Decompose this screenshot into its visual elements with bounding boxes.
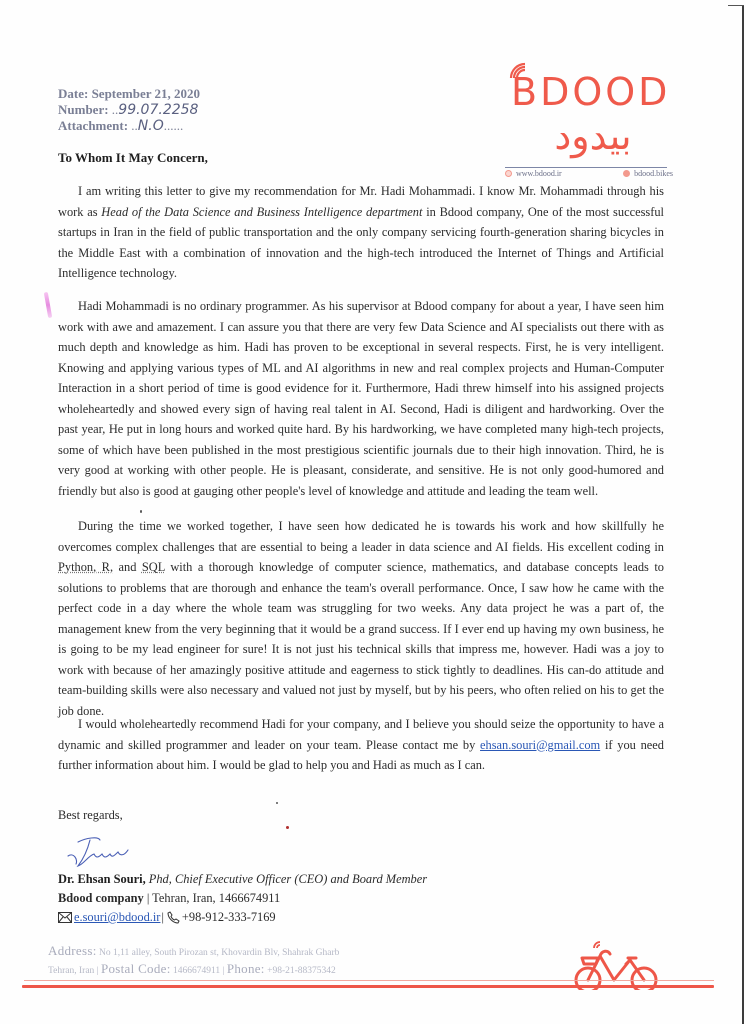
bdood-logo — [505, 58, 697, 184]
logo-latin-text: BDOOD — [511, 70, 671, 114]
p4-text-a: I would wholeheartedly recommend Hadi for your company, and I believe you should seize the opportunity to have a dynamic and skilled programmer and leader on your team. Please contact me by — [58, 717, 664, 752]
letter-meta — [58, 86, 200, 134]
footer-line-2 — [48, 961, 339, 979]
p3-text-b: with a thorough knowledge of computer science, mathematics, and database concepts leads to solutions to problems that are thorough and enhance the team's overall performance. Once, I saw how he came with the perfect code in a day where the whole team was struggling for two weeks. Any data project he was a part of, the management knew from the very beginning that it would be a grand success. If I ever end up having my own business, he is going to be my lead engineer for sure! It is not just his technical skills that impress me, however. Hadi was a joy to work with because of her amazingly positive attitude and eagerness to stick tightly to deadlines. His can-do attitude and team-building skills were also necessary and valued not just by myself, but by his peers, who often relied on his to get the job done. — [58, 560, 664, 718]
company-name: Bdood company — [58, 891, 144, 905]
social-text: bdood.bikes — [634, 169, 673, 178]
date-label: Date: — [58, 86, 89, 101]
address-value: No 1,11 alley, South Pirozan st, Khovardin Blv, Shahrak Gharb — [96, 948, 340, 958]
signatory-name-bold: Dr. Ehsan Souri, — [58, 872, 146, 886]
footer-address-block — [48, 943, 339, 979]
attachment-dots-pre: .. — [131, 118, 138, 133]
postal-label: Postal Code: — [100, 961, 171, 976]
envelope-icon — [58, 912, 72, 923]
scan-edge-right — [742, 6, 744, 1024]
paragraph-1 — [58, 181, 664, 284]
bicycle-icon — [568, 940, 666, 990]
address-label: Address: — [48, 943, 97, 958]
salutation: To Whom It May Concern, — [58, 150, 208, 165]
date-value: September 21, 2020 — [91, 86, 201, 101]
social-link[interactable] — [623, 169, 673, 178]
paragraph-2: Hadi Mohammadi is no ordinary programmer. As his supervisor at Bdood company for about a year, I have seen him work with awe and amazement. I can assure you that there are very few Data Science and AI specialists out there with as much depth and knowledge as him. Hadi has proven to be exceptional in several respects. First, he is very intelligent. Knowing and applying various types of ML and AI algorithms in new and real complex projects and Human-Computer Interaction in a short period of time is good evidence for it. Furthermore, Hadi threw himself into his assigned projects wholeheartedly and showed every sign of having real talent in AI. Second, Hadi is diligent and hardworking. Over the past year, He put in long hours and worked quite hard. By his hardworking, we have completed many high-tech projects, some of which have been published in the most prestigious scientific journals due to their high innovation. Third, he is very good at working with other people. He is pleasant, considerate, and sensitive. He is not only good-humored and friendly but also is good at gauging other people's level of knowledge and attitude and leading the team well. — [58, 299, 664, 498]
signatory-company — [58, 891, 280, 906]
attachment-label: Attachment: — [58, 118, 129, 133]
footer-rule-thick — [22, 985, 714, 988]
phone-label: Phone: — [226, 961, 265, 976]
postal-value: 1466674911 | — [170, 966, 227, 976]
ink-speck — [140, 510, 142, 513]
handwritten-signature — [64, 834, 144, 870]
number-row — [58, 102, 200, 118]
p3-languages-a: Python, R, — [58, 560, 114, 574]
p4-text-b: if you need further information about him. I would be glad to help you and Hadi as much as I can. — [58, 737, 664, 772]
signatory-name — [58, 872, 427, 887]
signatory-contact — [58, 910, 276, 925]
logo-arabic-text: بیدود — [554, 114, 632, 158]
phone-value: +98-21-88375342 — [264, 966, 336, 976]
contact-separator: | — [161, 910, 164, 924]
number-label: Number: — [58, 102, 109, 117]
number-value: 99.07.2258 — [118, 102, 199, 118]
p1-text-b: in Bdood company, One of the most successful startups in Iran in the field of public transportation and the only company servicing fourth-generation sharing bicycles in the Middle East with a combination of innovation and the high-tech introduced the Internet of Things and Artificial Intelligence technology. — [58, 204, 664, 280]
p1-text-a: I am writing this letter to give my recommendation for Mr. Hadi Mohammadi. I know Mr. Mohammadi through his work as — [58, 184, 664, 219]
closing: Best regards, — [58, 808, 123, 822]
logo-links — [505, 169, 673, 178]
website-link[interactable] — [505, 169, 562, 178]
attachment-value: N.O — [137, 118, 164, 134]
paragraph-3 — [58, 516, 664, 721]
signatory-title: Phd, Chief Executive Officer (CEO) and Board Member — [145, 872, 428, 886]
signatory-email-link[interactable]: e.souri@bdood.ir — [74, 910, 161, 924]
globe-icon — [505, 170, 512, 177]
signatory-phone: +98-912-333-7169 — [181, 910, 276, 924]
ink-speck — [286, 826, 289, 829]
company-location: | Tehran, Iran, 1466674911 — [143, 891, 281, 905]
highlighter-mark — [44, 292, 52, 318]
attachment-dots-post: ...... — [163, 118, 184, 133]
p3-languages-b: SQL — [141, 560, 165, 574]
website-text: www.bdood.ir — [516, 169, 562, 178]
contact-email-link[interactable]: ehsan.souri@gmail.com — [480, 737, 601, 752]
footer-rule-thin — [24, 980, 714, 981]
logo-divider — [505, 167, 667, 168]
number-dots: .. — [111, 102, 119, 117]
p3-text-mid: and — [113, 560, 142, 574]
address-city: Tehran, Iran | — [48, 966, 101, 976]
instagram-icon — [623, 170, 630, 177]
attachment-row — [58, 118, 200, 134]
p1-job-title: Head of the Data Science and Business Intelligence department — [101, 204, 423, 219]
p3-text-a: During the time we worked together, I have seen how dedicated he is towards his work and how skillfully he overcomes complex challenges that are essential to being a leader in data science and AI fields. His excellent coding in — [58, 519, 664, 554]
paragraph-4 — [58, 714, 664, 776]
footer-line-1 — [48, 943, 339, 961]
ink-speck — [276, 802, 278, 804]
phone-icon — [167, 911, 180, 924]
date-row — [58, 86, 200, 102]
